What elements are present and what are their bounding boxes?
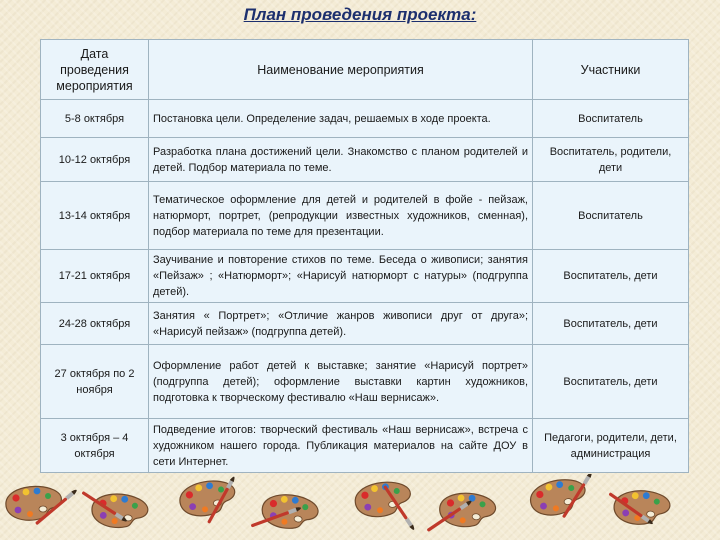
table-row xyxy=(41,250,689,303)
row-event: Постановка цели. Определение задач, решаемых в ходе проекта. xyxy=(149,100,533,138)
project-plan-table xyxy=(40,39,689,473)
table-row xyxy=(41,138,689,182)
row-participants: Воспитатель xyxy=(533,100,689,138)
palette-icon xyxy=(6,474,671,539)
art-supplies-border xyxy=(0,474,720,540)
row-date: 10-12 октября xyxy=(41,138,149,182)
table-row xyxy=(41,345,689,419)
row-event: Разработка плана достижений цели. Знакомство с планом родителей и детей. Подбор материала по теме. xyxy=(149,138,533,182)
table-row xyxy=(41,182,689,250)
row-event: Подведение итогов: творческий фестиваль «Наш вернисаж», встреча с художником нашего города. Публикация материалов на сайте ДОУ в сети Интернет. xyxy=(149,419,533,473)
page-title: План проведения проекта: xyxy=(243,5,477,24)
row-date: 5-8 октября xyxy=(41,100,149,138)
row-participants: Воспитатель xyxy=(533,182,689,250)
row-participants: Воспитатель, дети xyxy=(533,303,689,345)
row-participants: Педагоги, родители, дети, администрация xyxy=(533,419,689,473)
row-participants: Воспитатель, родители, дети xyxy=(533,138,689,182)
header-participants: Участники xyxy=(533,40,689,100)
row-event: Тематическое оформление для детей и родителей в фойе - пейзаж, натюрморт, портрет, (репродукции известных художников, сменная), подбор материала по теме для презентации. xyxy=(149,182,533,250)
row-event: Занятия « Портрет»; «Отличие жанров живописи друг от друга»; «Нарисуй пейзаж» (подгруппа детей). xyxy=(149,303,533,345)
row-participants: Воспитатель, дети xyxy=(533,345,689,419)
row-participants: Воспитатель, дети xyxy=(533,250,689,303)
row-date: 3 октября – 4 октября xyxy=(41,419,149,473)
row-event: Оформление работ детей к выставке; занятие «Нарисуй портрет» (подгруппа детей); оформление выставки картин художников, подготовка к творческому фестивалю «Наш вернисаж». xyxy=(149,345,533,419)
header-date: Дата проведения мероприятия xyxy=(41,40,149,100)
table-row xyxy=(41,419,689,473)
row-date: 27 октября по 2 ноября xyxy=(41,345,149,419)
table-row xyxy=(41,303,689,345)
row-date: 24-28 октября xyxy=(41,303,149,345)
table-row xyxy=(41,100,689,138)
table-header-row xyxy=(41,40,689,100)
row-date: 13-14 октября xyxy=(41,182,149,250)
header-event: Наименование мероприятия xyxy=(149,40,533,100)
row-event: Заучивание и повторение стихов по теме. Беседа о живописи; занятия «Пейзаж» ; «Натюрморт»; «Нарисуй натюрморт с натуры» (подгруппа детей). xyxy=(149,250,533,303)
row-date: 17-21 октября xyxy=(41,250,149,303)
